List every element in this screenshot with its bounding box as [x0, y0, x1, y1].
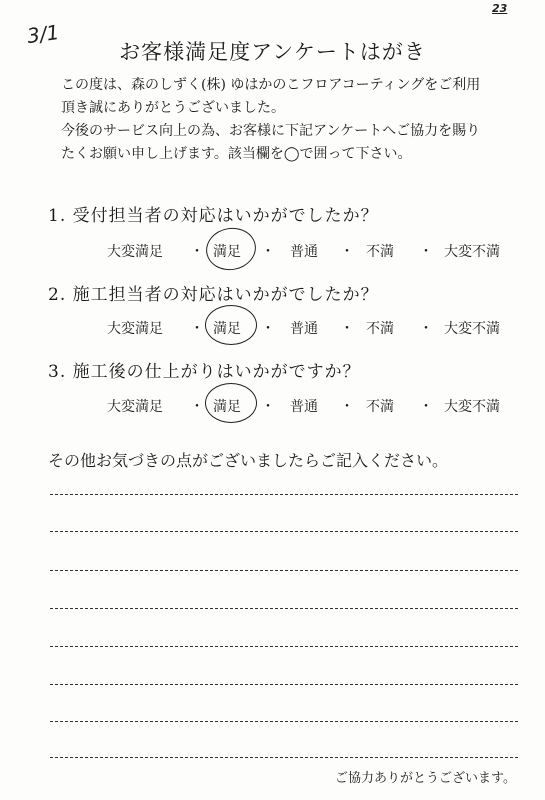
option-very-dissatisfied[interactable]: 大変不満 — [444, 321, 500, 337]
option-satisfied[interactable]: 満足 — [213, 321, 241, 337]
option-dissatisfied[interactable]: 不満 — [366, 244, 394, 260]
intro-line-4: たくお願い申し上げます。該当欄を◯で囲って下さい。 — [61, 146, 412, 162]
comment-line[interactable] — [50, 646, 518, 647]
handwritten-date: 3/1 — [25, 19, 61, 49]
question-3 — [48, 357, 361, 382]
closing-thanks: ご協力ありがとうございます。 — [335, 771, 516, 786]
option-very-satisfied[interactable]: 大変満足 — [107, 399, 163, 415]
question-text: 受付担当者の対応はいかがでしたか？ — [72, 206, 379, 226]
separator: ・ — [419, 244, 433, 260]
option-neutral[interactable]: 普通 — [290, 321, 318, 337]
option-neutral[interactable]: 普通 — [290, 244, 318, 260]
page-number: 23 — [492, 2, 508, 15]
separator: ・ — [261, 244, 275, 260]
separator: ・ — [190, 321, 204, 337]
question-number: 3. — [48, 362, 67, 382]
selection-circle — [205, 383, 257, 423]
option-very-dissatisfied[interactable]: 大変不満 — [444, 399, 500, 415]
comment-line[interactable] — [50, 608, 518, 609]
intro-line-1: この度は、森のしずく(株) ゆはかのこフロアコーティングをご利用 — [61, 77, 481, 93]
separator: ・ — [419, 321, 433, 337]
comment-line[interactable] — [50, 684, 518, 685]
selection-circle — [205, 305, 257, 345]
option-very-satisfied[interactable]: 大変満足 — [107, 321, 163, 337]
intro-line-3: 今後のサービス向上の為、お客様に下記アンケートへご協力を賜り — [61, 123, 481, 139]
option-satisfied[interactable]: 満足 — [213, 244, 241, 260]
question-number: 1. — [48, 206, 67, 226]
comment-line[interactable] — [50, 721, 518, 722]
separator: ・ — [190, 244, 204, 260]
option-satisfied[interactable]: 満足 — [213, 399, 241, 415]
separator: ・ — [261, 399, 275, 415]
question-text: 施工後の仕上がりはいかがですか？ — [72, 362, 361, 382]
comment-line[interactable] — [50, 494, 518, 495]
separator: ・ — [261, 321, 275, 337]
separator: ・ — [340, 244, 354, 260]
option-very-dissatisfied[interactable]: 大変不満 — [444, 244, 500, 260]
other-comments-prompt: その他お気づきの点がございましたらご記入ください。 — [48, 451, 449, 470]
option-neutral[interactable]: 普通 — [290, 399, 318, 415]
question-text: 施工担当者の対応はいかがでしたか？ — [72, 285, 379, 305]
question-1 — [48, 201, 379, 226]
option-very-satisfied[interactable]: 大変満足 — [107, 244, 163, 260]
separator: ・ — [340, 399, 354, 415]
separator: ・ — [419, 399, 433, 415]
comment-line[interactable] — [50, 570, 518, 571]
question-2 — [48, 280, 379, 305]
option-dissatisfied[interactable]: 不満 — [366, 399, 394, 415]
survey-title: お客様満足度アンケートはがき — [119, 40, 426, 64]
comment-line[interactable] — [50, 531, 518, 532]
comment-line[interactable] — [50, 757, 518, 758]
question-number: 2. — [48, 285, 67, 305]
separator: ・ — [340, 321, 354, 337]
separator: ・ — [190, 399, 204, 415]
option-dissatisfied[interactable]: 不満 — [366, 321, 394, 337]
intro-line-2: 頂き誠にありがとうございました。 — [61, 100, 285, 116]
selection-circle — [203, 224, 260, 274]
